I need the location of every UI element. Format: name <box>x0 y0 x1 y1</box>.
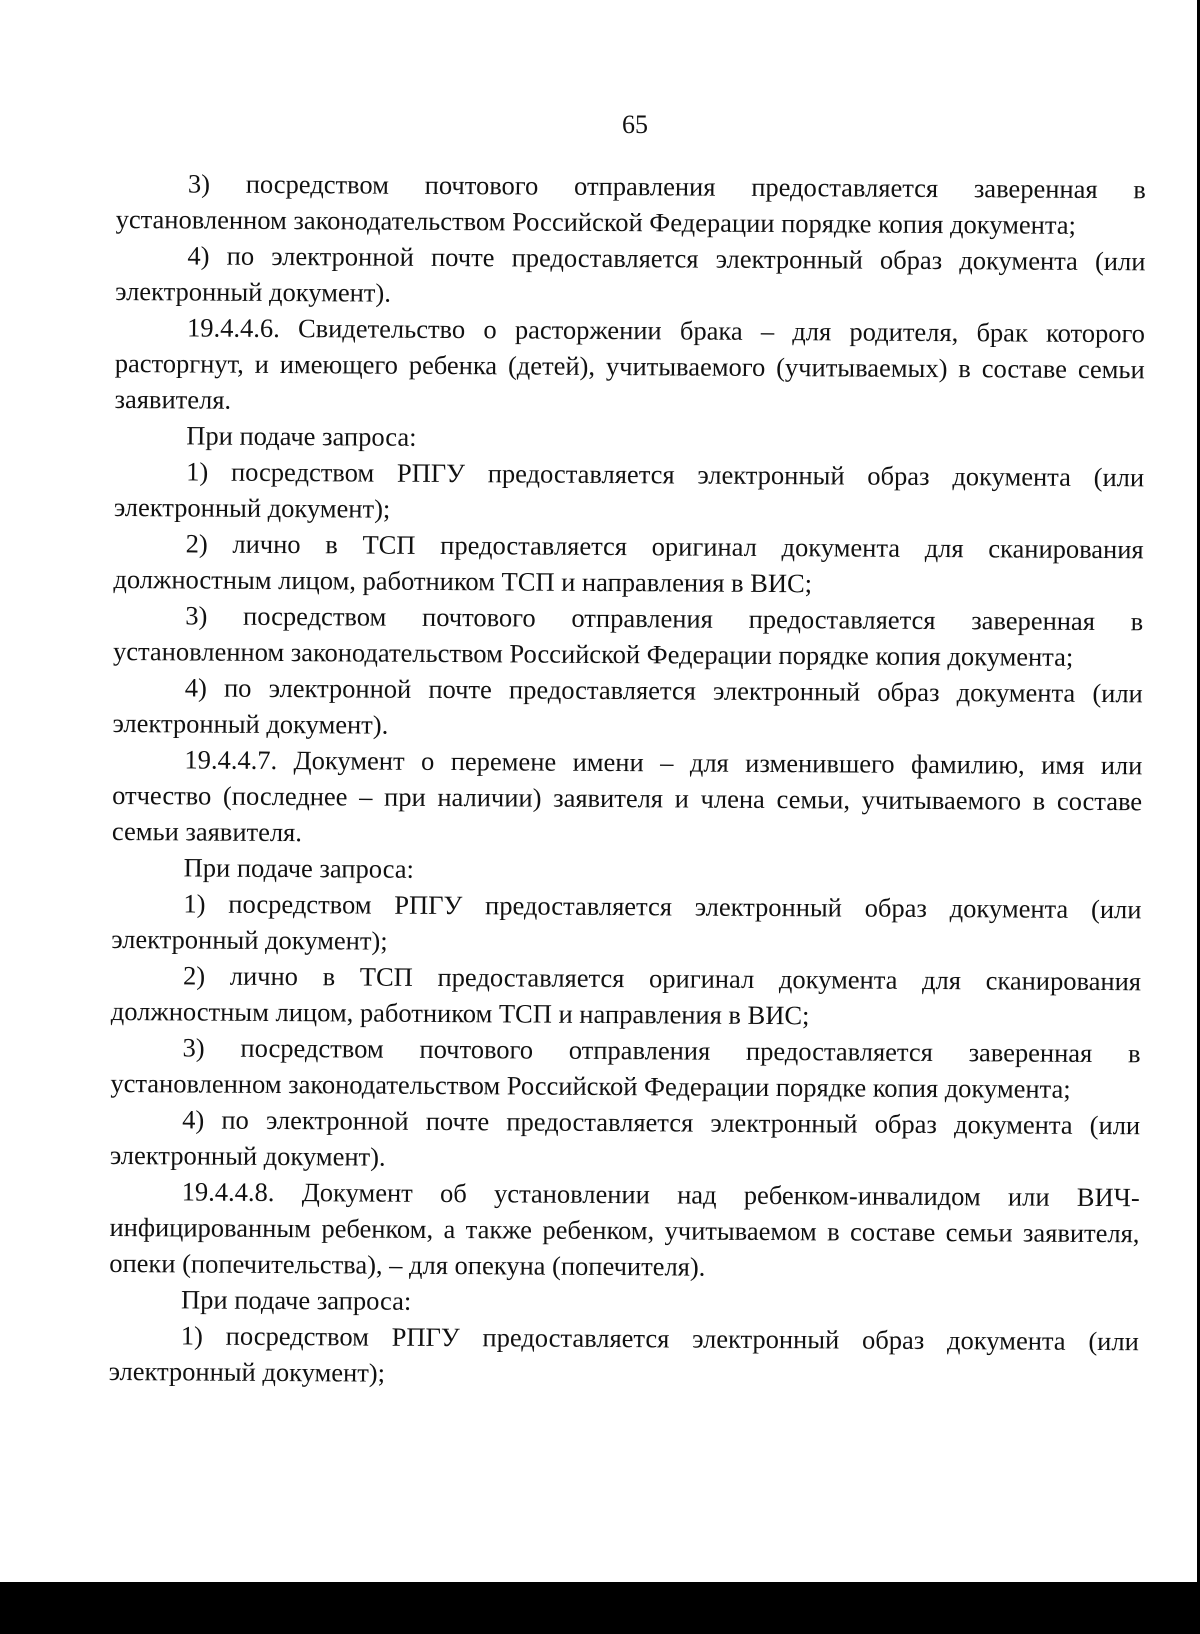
paragraph: При подаче запроса: <box>180 1284 412 1316</box>
paragraph: 3) посредством почтового отправления предоставляется заверенная в установленном законодательством Российской Федерации порядке копия документа; <box>110 1032 1141 1104</box>
scan-bottom-band <box>0 1582 1200 1634</box>
paragraph: 1) посредством РПГУ предоставляется электронный образ документа (или электронный документ); <box>108 1320 1139 1388</box>
paragraph: 3) посредством почтового отправления предоставляется заверенная в установленном законодательством Российской Федерации порядке копия документа; <box>112 600 1144 672</box>
paragraph: 4) по электронной почте предоставляется электронный образ документа (или электронный документ). <box>115 240 1146 308</box>
paragraph: При подаче запроса: <box>183 852 415 884</box>
paragraph: 2) лично в ТСП предоставляется оригинал документа для сканирования должностным лицом, работником ТСП и направления в ВИС; <box>110 960 1142 1031</box>
paragraph: 4) по электронной почте предоставляется электронный образ документа (или электронный документ). <box>112 672 1143 740</box>
paragraph: 1) посредством РПГУ предоставляется электронный образ документа (или электронный документ); <box>113 456 1145 524</box>
paragraph: 1) посредством РПГУ предоставляется электронный образ документа (или электронный документ); <box>111 888 1142 956</box>
paragraph: 2) лично в ТСП предоставляется оригинал документа для сканирования должностным лицом, работником ТСП и направления в ВИС; <box>113 528 1144 599</box>
paragraph: 4) по электронной почте предоставляется электронный образ документа (или электронный документ). <box>109 1104 1141 1172</box>
section-heading-paragraph: 19.4.4.6. Свидетельство о расторжении брака – для родителя, брак которого расторгнут, и имеющего ребенка (детей), учитываемого (учитываемых) в составе семьи заявителя. <box>114 312 1146 415</box>
section-heading-paragraph: 19.4.4.8. Документ об установлении над ребенком-инвалидом или ВИЧ-инфицированным ребенком, а также ребенком, учитываемом в составе семьи заявителя, опеки (попечительства), – для опекуна (попечителя). <box>109 1176 1140 1282</box>
section-heading-paragraph: 19.4.4.7. Документ о перемене имени – для изменившего фамилию, имя или отчество (последнее – при наличии) заявителя и члена семьи, учитываемого в составе семьи заявителя. <box>111 744 1143 848</box>
document-body <box>109 165 1146 1395</box>
paragraph: При подаче запроса: <box>186 420 417 452</box>
paragraph: 3) посредством почтового отправления предоставляется заверенная в установленном законодательством Российской Федерации порядке копия документа; <box>115 168 1146 240</box>
page-number: 65 <box>622 110 648 139</box>
